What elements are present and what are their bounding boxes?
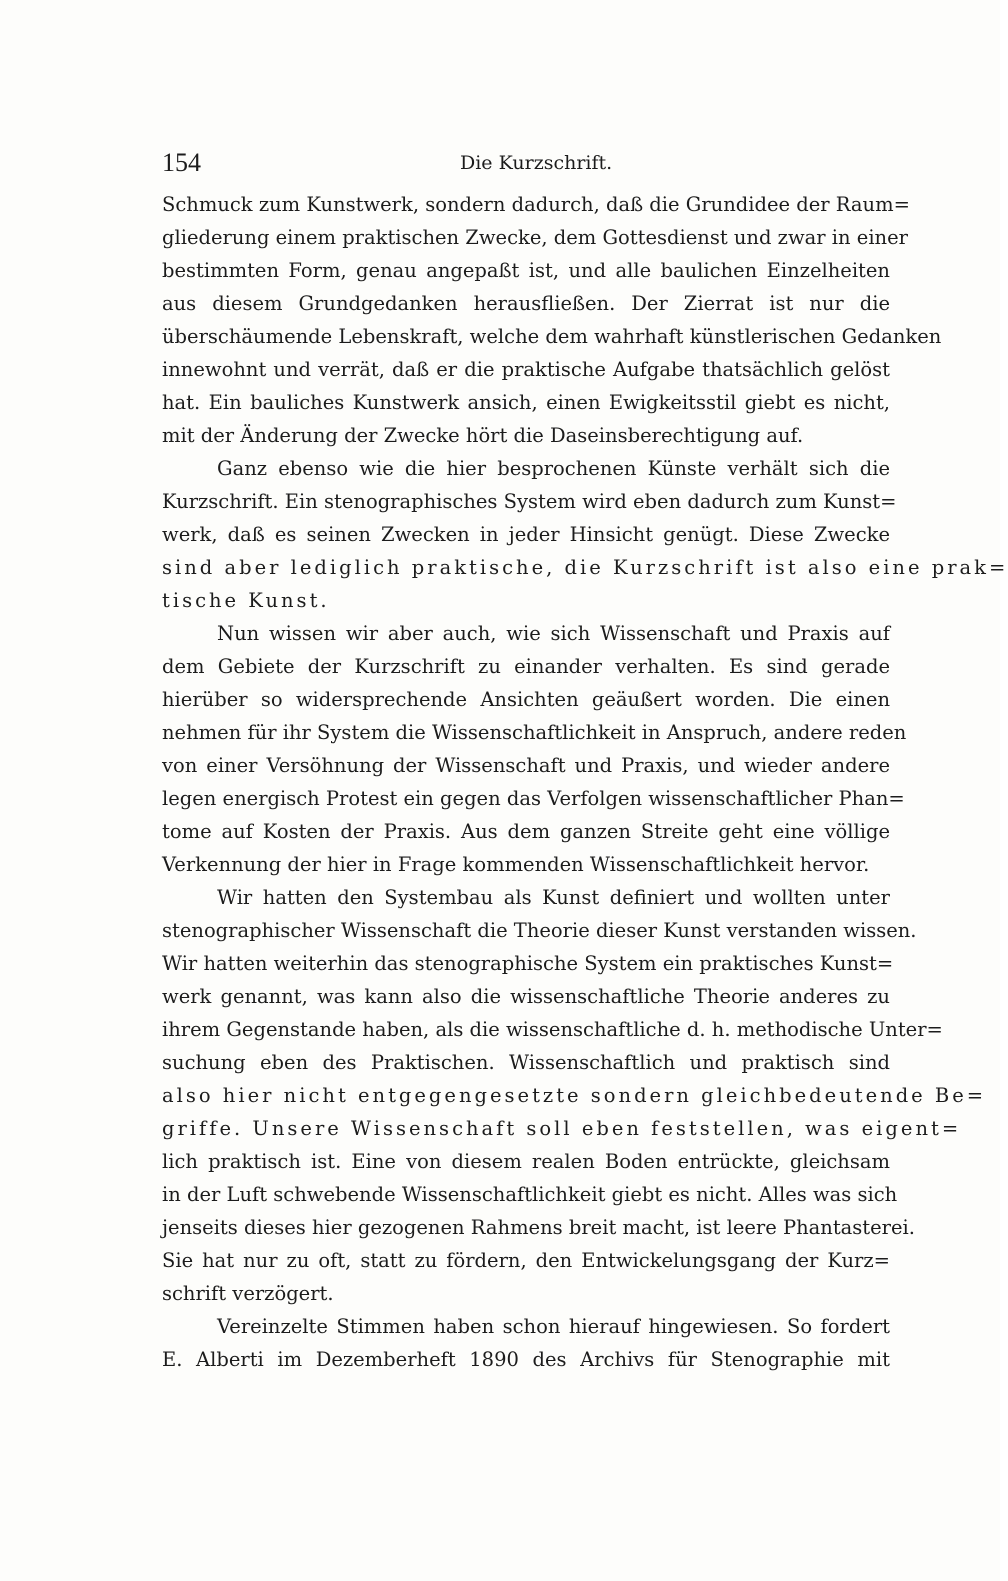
text-line: griffe. Unsere Wissenschaft soll eben feststellen, was eigent= xyxy=(162,1117,962,1140)
text-line: innewohnt und verrät, daß er die praktische Aufgabe thatsächlich gelöst xyxy=(162,358,890,381)
text-line: Kurzschrift. Ein stenographisches System wird eben dadurch zum Kunst= xyxy=(162,490,897,513)
running-title: Die Kurzschrift. xyxy=(460,152,613,174)
text-line: suchung eben des Praktischen. Wissenschaftlich und praktisch sind xyxy=(162,1051,890,1074)
text-line: Vereinzelte Stimmen haben schon hierauf hingewiesen. So fordert xyxy=(217,1315,890,1338)
text-line: überschäumende Lebenskraft, welche dem wahrhaft künstlerischen Gedanken xyxy=(162,325,942,348)
text-line: Schmuck zum Kunstwerk, sondern dadurch, daß die Grundidee der Raum= xyxy=(162,193,910,216)
text-line: also hier nicht entgegengesetzte sondern gleichbedeutende Be= xyxy=(162,1084,987,1107)
text-line: aus diesem Grundgedanken herausfließen. Der Zierrat ist nur die xyxy=(162,292,890,315)
text-line: Ganz ebenso wie die hier besprochenen Künste verhält sich die xyxy=(217,457,890,480)
text-line: hat. Ein bauliches Kunstwerk ansich, einen Ewigkeitsstil giebt es nicht, xyxy=(162,391,890,414)
text-line: E. Alberti im Dezemberheft 1890 des Archivs für Stenographie mit xyxy=(162,1348,890,1371)
text-line: werk, daß es seinen Zwecken in jeder Hinsicht genügt. Diese Zwecke xyxy=(162,523,890,546)
text-line: bestimmten Form, genau angepaßt ist, und alle baulichen Einzelheiten xyxy=(162,259,890,282)
text-line: mit der Änderung der Zwecke hört die Daseinsberechtigung auf. xyxy=(162,424,804,447)
text-line: werk genannt, was kann also die wissenschaftliche Theorie anderes zu xyxy=(162,985,890,1008)
text-line: von einer Versöhnung der Wissenschaft und Praxis, und wieder andere xyxy=(162,754,890,777)
text-line: Sie hat nur zu oft, statt zu fördern, den Entwickelungsgang der Kurz= xyxy=(162,1249,890,1272)
text-line: gliederung einem praktischen Zwecke, dem Gottesdienst und zwar in einer xyxy=(162,226,908,249)
text-line: dem Gebiete der Kurzschrift zu einander verhalten. Es sind gerade xyxy=(162,655,890,678)
text-line: schrift verzögert. xyxy=(162,1282,334,1305)
text-line: Wir hatten den Systembau als Kunst definiert und wollten unter xyxy=(217,886,890,909)
text-line: Wir hatten weiterhin das stenographische System ein praktisches Kunst= xyxy=(162,952,894,975)
text-line: hierüber so widersprechende Ansichten geäußert worden. Die einen xyxy=(162,688,890,711)
running-head xyxy=(162,146,890,180)
text-line: lich praktisch ist. Eine von diesem realen Boden entrückte, gleichsam xyxy=(162,1150,890,1173)
text-line: legen energisch Protest ein gegen das Verfolgen wissenschaftlicher Phan= xyxy=(162,787,905,810)
text-line: sind aber lediglich praktische, die Kurzschrift ist also eine prak= xyxy=(162,556,1008,579)
text-line: stenographischer Wissenschaft die Theorie dieser Kunst verstanden wissen. xyxy=(162,919,917,942)
text-line: tome auf Kosten der Praxis. Aus dem ganzen Streite geht eine völlige xyxy=(162,820,890,843)
text-line: Verkennung der hier in Frage kommenden Wissenschaftlichkeit hervor. xyxy=(162,853,870,876)
text-line: tische Kunst. xyxy=(162,589,330,612)
text-line: nehmen für ihr System die Wissenschaftlichkeit in Anspruch, andere reden xyxy=(162,721,907,744)
text-line: Nun wissen wir aber auch, wie sich Wissenschaft und Praxis auf xyxy=(217,622,890,645)
body-text xyxy=(162,188,1008,1376)
page-number: 154 xyxy=(162,148,201,177)
text-line: jenseits dieses hier gezogenen Rahmens breit macht, ist leere Phantasterei. xyxy=(162,1216,915,1239)
text-line: in der Luft schwebende Wissenschaftlichkeit giebt es nicht. Alles was sich xyxy=(162,1183,898,1206)
text-line: ihrem Gegenstande haben, als die wissenschaftliche d. h. methodische Unter= xyxy=(162,1018,943,1041)
